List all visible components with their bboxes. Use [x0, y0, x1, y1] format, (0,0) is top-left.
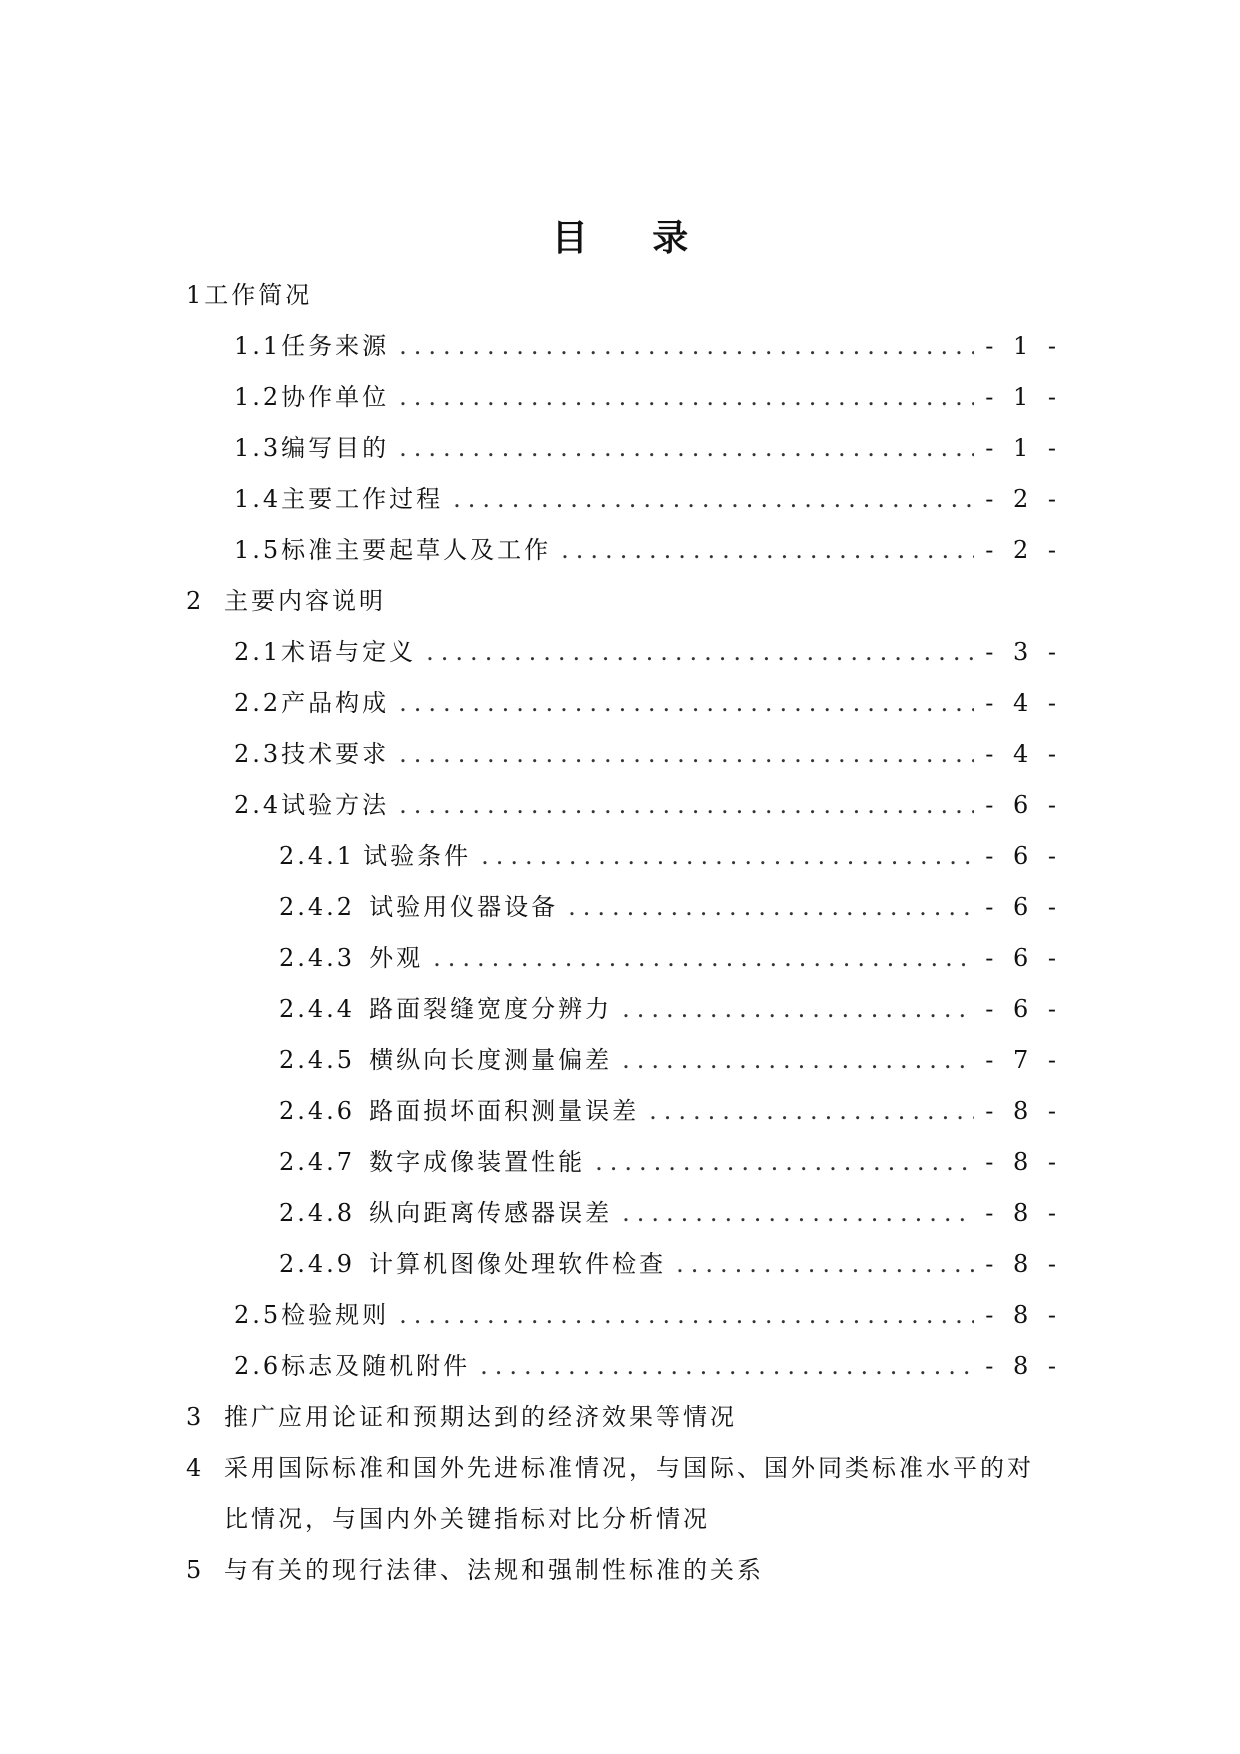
toc-leader-dots	[399, 678, 974, 729]
toc-label: 协作单位	[281, 383, 390, 411]
toc-label: 外观	[369, 944, 424, 972]
toc-page-number: - 6 -	[985, 944, 1062, 972]
toc-leader-dots	[399, 423, 974, 474]
toc-label: 数字成像装置性能	[369, 1148, 586, 1176]
toc-number: 2.4.1	[279, 842, 356, 870]
toc-leader-dots	[595, 1137, 974, 1188]
toc-page-number: - 1 -	[985, 332, 1062, 360]
toc-label: 主要工作过程	[281, 485, 444, 513]
toc-entry-2-4-3[interactable]	[186, 933, 1062, 984]
toc-number: 1.5	[234, 536, 282, 564]
toc-number: 1.1	[234, 332, 282, 360]
toc-label: 试验方法	[281, 791, 390, 819]
toc-entry-2-5[interactable]	[186, 1290, 1062, 1341]
toc-entry-2-1[interactable]	[186, 627, 1062, 678]
toc-entry-1-4[interactable]	[186, 474, 1062, 525]
toc-page-number: - 1 -	[985, 383, 1062, 411]
toc-entry-2-4-2[interactable]	[186, 882, 1062, 933]
toc-leader-dots	[453, 474, 974, 525]
toc-number: 1.3	[234, 434, 282, 462]
toc-label: 任务来源	[281, 332, 390, 360]
toc-label: 术语与定义	[281, 638, 417, 666]
toc-number: 2.4.6	[279, 1097, 356, 1125]
toc-number: 2.4.2	[279, 893, 356, 921]
toc-entry-1-2[interactable]	[186, 372, 1062, 423]
toc-label: 推广应用论证和预期达到的经济效果等情况	[224, 1403, 737, 1431]
toc-label: 路面损坏面积测量误差	[369, 1097, 640, 1125]
toc-leader-dots	[399, 372, 974, 423]
toc-number: 2	[186, 587, 205, 615]
toc-label: 编写目的	[281, 434, 390, 462]
toc-number: 2.6	[234, 1352, 282, 1380]
toc-leader-dots	[480, 1341, 974, 1392]
toc-number: 4	[186, 1454, 205, 1482]
toc-entry-2-4-4[interactable]	[186, 984, 1062, 1035]
table-of-contents	[186, 270, 1062, 1596]
toc-leader-dots	[676, 1239, 974, 1290]
toc-page-number: - 2 -	[985, 485, 1062, 513]
toc-page-number: - 6 -	[985, 893, 1062, 921]
toc-section-4[interactable]	[186, 1443, 1056, 1545]
toc-number: 1.2	[234, 383, 282, 411]
toc-number: 2.5	[234, 1301, 282, 1329]
toc-number: 1	[186, 281, 205, 309]
toc-leader-dots	[649, 1086, 974, 1137]
toc-entry-2-4-9[interactable]	[186, 1239, 1062, 1290]
toc-page-number: - 3 -	[985, 638, 1062, 666]
toc-label: 工作简况	[204, 281, 313, 309]
toc-number: 2.4.3	[279, 944, 356, 972]
toc-label: 与有关的现行法律、法规和强制性标准的关系	[224, 1556, 764, 1584]
toc-label: 试验条件	[363, 842, 472, 870]
toc-entry-2-6[interactable]	[186, 1341, 1062, 1392]
toc-label: 计算机图像处理软件检查	[369, 1250, 667, 1278]
toc-entry-2-4-1[interactable]	[186, 831, 1062, 882]
toc-leader-dots	[399, 780, 974, 831]
toc-page-number: - 4 -	[985, 689, 1062, 717]
toc-leader-dots	[622, 1035, 974, 1086]
toc-leader-dots	[622, 984, 974, 1035]
toc-label: 试验用仪器设备	[369, 893, 559, 921]
toc-label: 路面裂缝宽度分辨力	[369, 995, 613, 1023]
toc-number: 5	[186, 1556, 205, 1584]
toc-leader-dots	[568, 882, 974, 933]
toc-page-number: - 8 -	[985, 1097, 1062, 1125]
toc-leader-dots	[622, 1188, 974, 1239]
toc-number: 2.4.8	[279, 1199, 356, 1227]
toc-number: 2.2	[234, 689, 282, 717]
toc-leader-dots	[399, 321, 974, 372]
toc-entry-1-5[interactable]	[186, 525, 1062, 576]
toc-page-number: - 6 -	[985, 791, 1062, 819]
toc-page-number: - 6 -	[985, 995, 1062, 1023]
toc-label: 主要内容说明	[224, 587, 386, 615]
toc-page-number: - 1 -	[985, 434, 1062, 462]
toc-number: 2.4.7	[279, 1148, 356, 1176]
toc-leader-dots	[399, 729, 974, 780]
toc-section-5[interactable]	[186, 1545, 1056, 1596]
toc-label: 产品构成	[281, 689, 390, 717]
toc-number: 2.4.4	[279, 995, 356, 1023]
toc-label: 检验规则	[281, 1301, 390, 1329]
toc-label: 标志及随机附件	[281, 1352, 471, 1380]
toc-page-number: - 6 -	[985, 842, 1062, 870]
toc-number: 2.4.9	[279, 1250, 356, 1278]
toc-page-number: - 8 -	[985, 1352, 1062, 1380]
toc-leader-dots	[426, 627, 974, 678]
toc-leader-dots	[399, 1290, 974, 1341]
toc-entry-2-4-8[interactable]	[186, 1188, 1062, 1239]
toc-label: 技术要求	[281, 740, 390, 768]
toc-entry-2-3[interactable]	[186, 729, 1062, 780]
toc-leader-dots	[433, 933, 974, 984]
toc-leader-dots	[481, 831, 974, 882]
toc-number: 2.4	[234, 791, 282, 819]
toc-page-number: - 8 -	[985, 1148, 1062, 1176]
toc-page-number: - 8 -	[985, 1301, 1062, 1329]
toc-entry-2-4-7[interactable]	[186, 1137, 1062, 1188]
toc-entry-2-2[interactable]	[186, 678, 1062, 729]
toc-page-number: - 8 -	[985, 1199, 1062, 1227]
toc-section-2[interactable]	[186, 576, 1056, 627]
toc-label: 标准主要起草人及工作	[281, 536, 552, 564]
toc-entry-1-3[interactable]	[186, 423, 1062, 474]
toc-page-number: - 7 -	[985, 1046, 1062, 1074]
toc-label: 采用国际标准和国外先进标准情况，与国际、国外同类标准水平的对比情况，与国内外关键指标对比分析情况	[224, 1454, 1034, 1533]
toc-page-number: - 4 -	[985, 740, 1062, 768]
page-title: 目 录	[551, 218, 715, 259]
toc-leader-dots	[561, 525, 974, 576]
toc-number: 2.1	[234, 638, 282, 666]
toc-number: 3	[186, 1403, 205, 1431]
toc-number: 2.3	[234, 740, 282, 768]
toc-number: 1.4	[234, 485, 282, 513]
toc-entry-2-4-5[interactable]	[186, 1035, 1062, 1086]
toc-entry-1-1[interactable]	[186, 321, 1062, 372]
toc-entry-2-4-6[interactable]	[186, 1086, 1062, 1137]
toc-page-number: - 2 -	[985, 536, 1062, 564]
toc-label: 横纵向长度测量偏差	[369, 1046, 613, 1074]
toc-entry-2-4[interactable]	[186, 780, 1062, 831]
toc-label: 纵向距离传感器误差	[369, 1199, 613, 1227]
toc-page-number: - 8 -	[985, 1250, 1062, 1278]
toc-number: 2.4.5	[279, 1046, 356, 1074]
toc-section-3[interactable]	[186, 1392, 1056, 1443]
toc-section-1[interactable]	[186, 270, 1056, 321]
